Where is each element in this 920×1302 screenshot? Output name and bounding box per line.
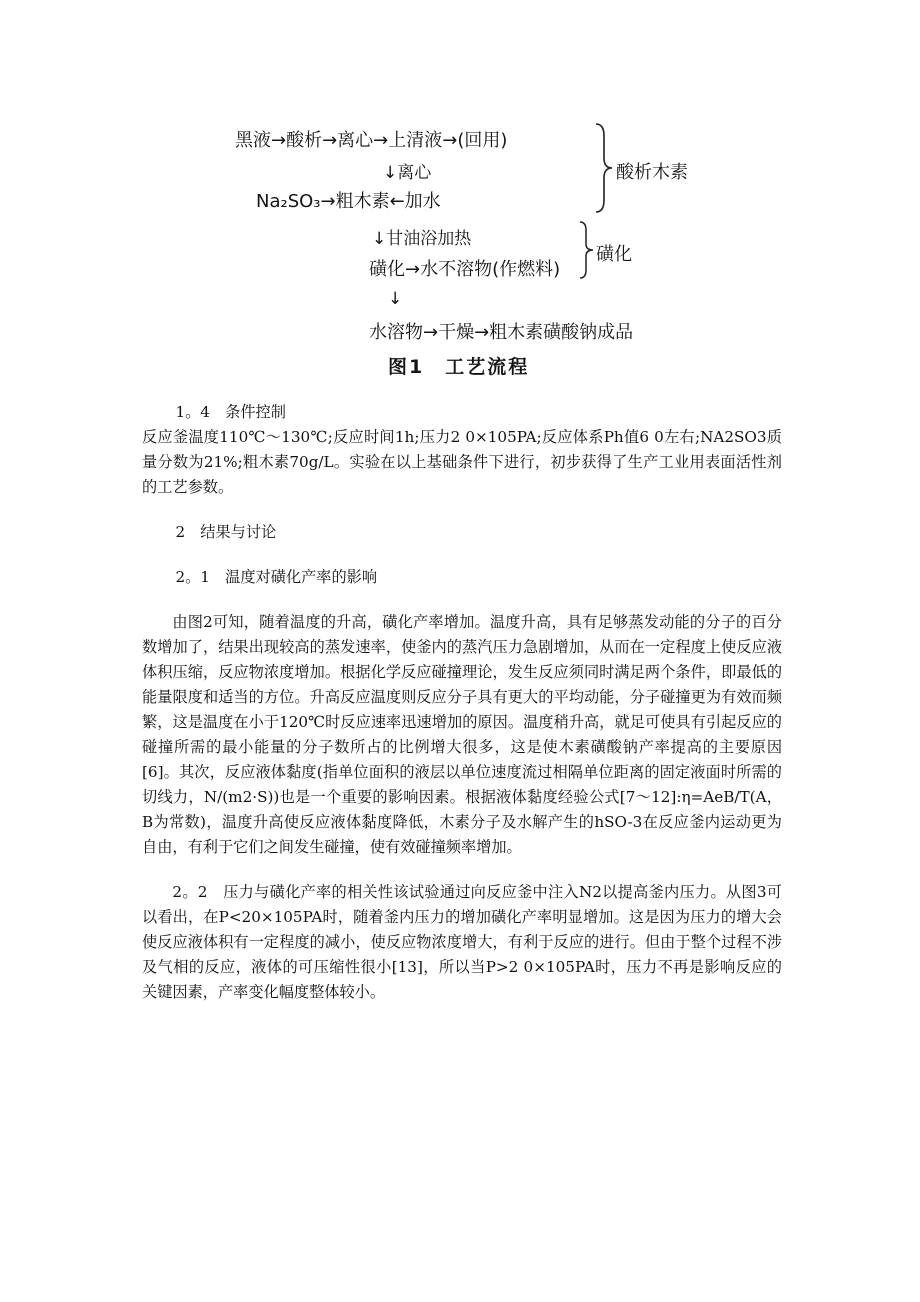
- heading-2-1: 2。1 温度对磺化产率的影响: [175, 568, 378, 586]
- flow-row-7: 水溶物→干燥→粗木素磺酸钠成品: [369, 322, 634, 343]
- heading-1-4: 1。4 条件控制: [175, 403, 286, 421]
- paragraph-conditions: 反应釜温度110℃～130℃;反应时间1h;压力2 0×105PA;反应体系Ph值6 0左右;NA2SO3质量分数为21%;粗木素70g/L。实验在以上基础条件下进行，初步获得了生产工业用表面活性剂的工艺参数。: [142, 428, 782, 496]
- flow-row-6: ↓: [388, 289, 403, 309]
- flow-row-3: Na₂SO₃→粗木素←加水: [256, 191, 441, 212]
- flow-row-2: ↓离心: [383, 163, 432, 183]
- document-body: [142, 400, 782, 1005]
- brace-label-acid-lignin: 酸析木素: [616, 162, 688, 183]
- figure-caption: 图1 工艺流程: [388, 356, 530, 378]
- right-brace-icon: [578, 220, 596, 280]
- brace-label-sulfonation: 磺化: [596, 244, 632, 265]
- heading-2: 2 结果与讨论: [175, 523, 277, 541]
- flow-row-4: ↓甘油浴加热: [372, 229, 472, 249]
- paragraph-pressure: 2。2 压力与磺化产率的相关性该试验通过向反应釜中注入N2以提高釜内压力。从图3可以看出，在P<20×105PA时，随着釜内压力的增加磺化产率明显增加。这是因为压力的增大会使反应液体积有一定程度的减小，使反应物浓度增大，有利于反应的进行。但由于整个过程不涉及气相的反应，液体的可压缩性很小[13]，所以当P>2 0×105PA时，压力不再是影响反应的关键因素，产率变化幅度整体较小。: [142, 883, 782, 1001]
- flow-row-5: 磺化→水不溶物(作燃料): [369, 259, 561, 280]
- right-brace-icon: [594, 122, 616, 214]
- flow-row-1: 黑液→酸析→离心→上清液→(回用): [235, 130, 508, 151]
- paragraph-temperature: 由图2可知，随着温度的升高，磺化产率增加。温度升高，具有足够蒸发动能的分子的百分数增加了，结果出现较高的蒸发速率，使釜内的蒸汽压力急剧增加，从而在一定程度上使反应液体积压缩，反应物浓度增加。根据化学反应碰撞理论，发生反应须同时满足两个条件，即最低的能量限度和适当的方位。升高反应温度则反应分子具有更大的平均动能，分子碰撞更为有效而频繁，这是温度在小于120℃时反应速率迅速增加的原因。温度稍升高，就足可使具有引起反应的碰撞所需的最小能量的分子数所占的比例增大很多，这是使木素磺酸钠产率提高的主要原因[6]。其次，反应液体黏度(指单位面积的液层以单位速度流过相隔单位距离的固定液面时所需的切线力，N/(m2·S))也是一个重要的影响因素。根据液体黏度经验公式[7～12]:η=AeB/T(A，B为常数)，温度升高使反应液体黏度降低，木素分子及水解产生的hSO-3在反应釜内运动更为自由，有利于它们之间发生碰撞，使有效碰撞频率增加。: [142, 613, 782, 856]
